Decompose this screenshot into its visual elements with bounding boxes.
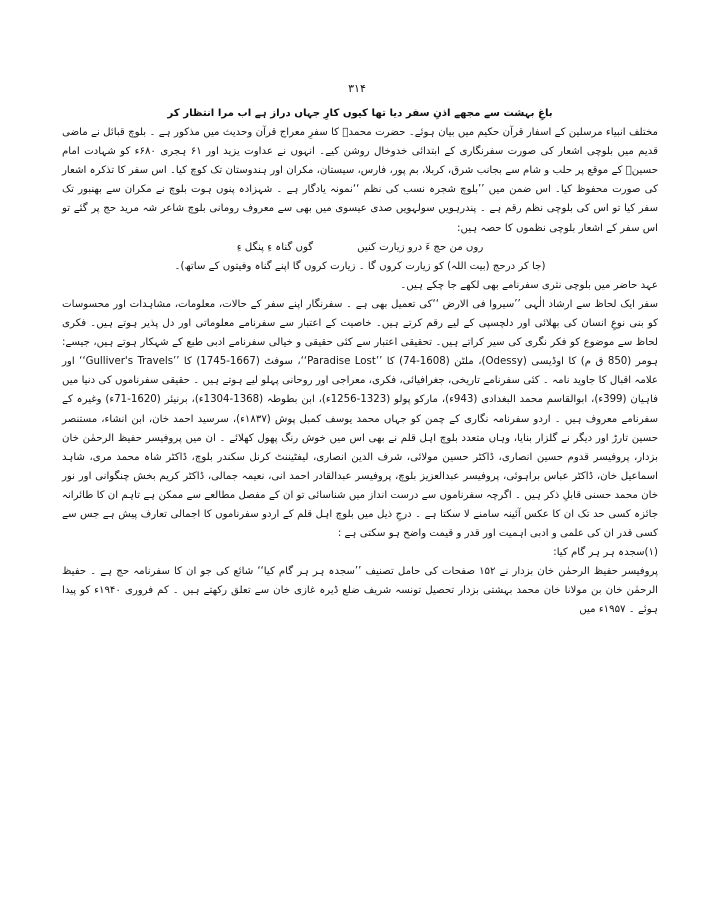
- section-heading: (۱)سجدہ ہر ہر گام کیا:: [553, 547, 658, 559]
- modern-era-line: عہد حاضر میں بلوچی نثری سفرنامے بھی لکھے جا چکے ہیں۔: [400, 279, 658, 291]
- paragraph-intro: مختلف انبیاء مرسلین کے اسفار قرآن حکیم میں بیان ہوئے۔ حضرت محمدؐ کا سفرِ معراج قرآن وحدیث میں مذکور ہے ۔ بلوچ قبائل نے ماضی قدیم میں بلوچی اشعار کی صورت سفرنگاری کے ابتدائی خدوخال روشن کیے۔ انہوں نے عداوت یزید اور ۶۱ ہجری ۶۸۰ء کو شہادت امام حسینؓ کے موقع پر حلب و شام سے بجانب شرق، کربلا، بم پور، فارس، سیستان، مکران اور ہندوستان تک کوچ کیا۔ اس سفر کا تذکرہ اشعار کی صورت محفوظ کیا۔ اس ضمن میں ’’بلوچ شجرہ نسب کی نظم ‘‘نمونہ یادگار ہے ۔ شہزادہ پنوں ہوت بلوچ نے مکران سے بھنبور تک سفر کیا تو اس کی بلوچی نظم رقم ہے ۔ پندرہویں سولہویں صدی عیسوی میں بھی سے معروف رومانی بلوچ شاعر شہ مرید حج پر گئے تو اس سفر کے اشعار بلوچی نظموں کا حصہ ہیں:: [62, 127, 658, 234]
- couplet-right: روں من حج ءَ درو زیارت کنیں: [357, 241, 484, 253]
- couplet-translation: (جا کر درحج (بیت اللہ) کو زیارت کروں گا ۔ زیارت کروں گا اپنے گناہ وفیتوں کے ساتھ)۔: [174, 260, 546, 272]
- page-number: ۳۱۴: [348, 82, 366, 95]
- couplet-left: گوں گناہ ءِ پنگل ءِ: [236, 241, 314, 253]
- heading-verse: باغِ بہشت سے مجھے اذنِ سفر دیا تھا کیوں کارِ جہاں دراز ہے اب مرا انتظار کر: [167, 108, 553, 119]
- paragraph-bazdar: پروفیسر حفیظ الرحمٰن خان بزدار نے ۱۵۲ صفحات کی حامل تصنیف ’’سجدہ ہر ہر گام کیا‘‘ شائع کی جو ان کا سفرنامہ حج ہے ۔ حفیظ الرحمٰن خان بن مولانا خان محمد بہشتی بزدار تحصیل تونسہ شریف ضلع ڈیرہ غازی خان سے تعلق رکھتے ہیں ۔ کم فروری ۱۹۴۰ء کو پیدا ہوئے ۔ ۱۹۵۷ء میں: [62, 566, 658, 616]
- paragraph-travelogues: سفر ایک لحاظ سے ارشاد الٰہی ’’سیروا فی الارض ‘‘کی تعمیل بھی ہے ۔ سفرنگار اپنے سفر کے حالات، معلومات، مشاہدات اور محسوسات کو بنی نوعِ انسان کی بھلائی اور دلچسپی کے لیے رقم کرتے ہیں۔ خاصیت کے اعتبار سے سفرنامے معلوماتی اور دل پذیر ہوتے ہیں۔ فکری لحاظ سے موضوع کو فکر نگری کی سیر کراتے ہیں۔ تحقیقی اعتبار سے کئی حقیقی و خیالی سفرنامے ادبی طبع کے شہکار ہوتے ہیں، جیسے: ہومر (850 ق م) کا اوڈیسی (Odessy)، ملٹن (1608-74) کا ’’Paradise Lost‘‘، سوفٹ (1667-1745) کا ’’Gulliver's Travels‘‘ اور علامہ اقبال کا جاوید نامہ ۔ کئی سفرنامے تاریخی، جغرافیائی، فکری، معراجی اور روحانی پہلو لیے ہوتے ہیں ۔ حقیقی سفرناموں کی دنیا میں فاہیان (399ء)، ابوالقاسم محمد البغدادی (943ء)، مارکو پولو (1323-1256ء)، ابن بطوطہ (1368-1304ء)، برنیئر (1620-71ء) وغیرہ کے سفرنامے معروف ہیں ۔ اردو سفرنامہ نگاری کے چمن کو جہاں محمد یوسف کمبل پوش (۱۸۳۷ء)، سرسید احمد خان، ابن انشاء، مستنصر حسین تارڑ اور دیگر نے گلزار بنایا، وہاں متعدد بلوچ اہل قلم نے بھی اس میں خوش رنگ پھول کھلائے ۔ ان میں پروفیسر حفیظ الرحمٰن خان بزدار، پروفیسر قدوم حسین انصاری، ڈاکٹر حسین مولائی، شرف الدین انصاری، لیفٹیننٹ کرنل سکندر بلوچ، ڈاکٹر شاہ محمد مری، شاہد اسماعیل خان، ڈاکٹر عباس براہوئی، پروفیسر عبدالعزیز بلوچ، پروفیسر عبدالقادر احمد انی، نعیمہ جمالی، ڈاکٹر کریم بخش چنگوانی اور نور خان محمد حسنی قابلِ ذکر ہیں ۔ اگرچہ سفرناموں سے درست انداز میں شناسائی تو ان کے مفصل مطالعے سے ممکن ہے تاہم ان کا طائرانہ جائزہ کسی حد تک ان کا عکس آئینہ سامنے لا سکتا ہے ۔ درجِ ذیل میں بلوچ اہل قلم کے اردو سفرناموں کا اجمالی تعارف پیش ہے جس سے کسی قدر ان کی علمی و ادبی اہمیت اور قدر و قیمت واضح ہو سکتی ہے :: [62, 298, 659, 540]
- page-body: [62, 104, 658, 620]
- bulochi-couplet: [62, 238, 658, 257]
